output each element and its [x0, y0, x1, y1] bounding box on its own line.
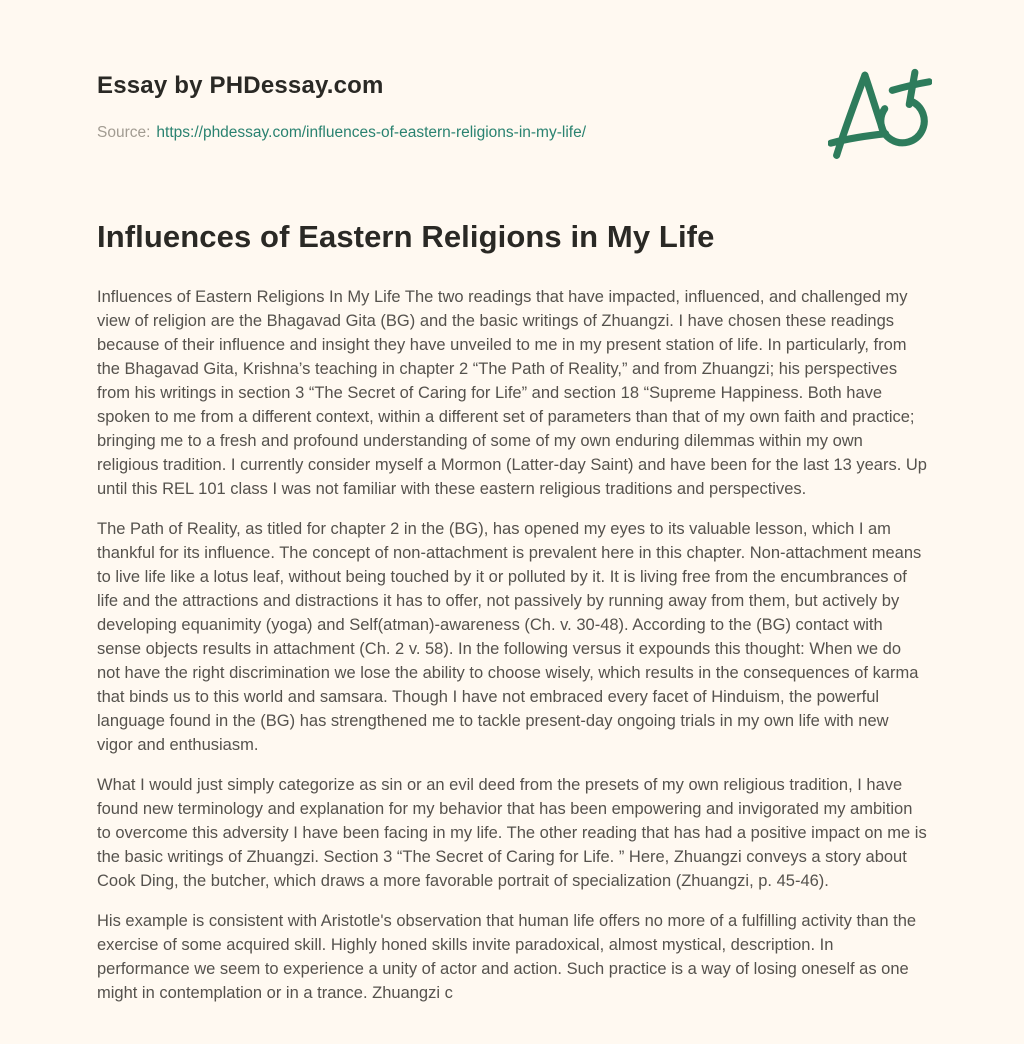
article-title: Influences of Eastern Religions in My Life [97, 219, 715, 255]
article-paragraph: What I would just simply categorize as sin or an evil deed from the presets of my own religious tradition, I have found new terminology and explanation for my behavior that has been empowering and invigorated my ambition to overcome this adversity I have been facing in my life. The other reading that has had a positive impact on me is the basic writings of Zhuangzi. Section 3 “The Secret of Caring for Life. ” Here, Zhuangzi conveys a story about Cook Ding, the butcher, which draws a more favorable portrait of specialization (Zhuangzi, p. 45-46). [97, 776, 927, 891]
source-line [97, 123, 927, 142]
a-plus-logo-icon [828, 62, 932, 162]
article-body [97, 285, 927, 1005]
site-header-title: Essay by PHDessay.com [97, 72, 384, 99]
article-paragraph: Influences of Eastern Religions In My Life The two readings that have impacted, influenced, and challenged my view of religion are the Bhagavad Gita (BG) and the basic writings of Zhuangzi. I have chosen these readings because of their influence and insight they have unveiled to me in my present station of life. In particularly, from the Bhagavad Gita, Krishna’s teaching in chapter 2 “The Path of Reality,” and from Zhuangzi; his perspectives from his writings in section 3 “The Secret of Caring for Life” and section 18 “Supreme Happiness. Both have spoken to me from a different context, within a different set of parameters than that of my own faith and practice; bringing me to a fresh and profound understanding of some of my own enduring dilemmas within my own religious tradition. I currently consider myself a Mormon (Latter-day Saint) and have been for the last 13 years. Up until this REL 101 class I was not familiar with these eastern religious traditions and perspectives. [97, 288, 927, 499]
source-label: Source: [97, 123, 151, 141]
source-link[interactable]: https://phdessay.com/influences-of-eastern-religions-in-my-life/ [156, 123, 587, 141]
article-paragraph: The Path of Reality, as titled for chapter 2 in the (BG), has opened my eyes to its valuable lesson, which I am thankful for its influence. The concept of non-attachment is prevalent here in this chapter. Non-attachment means to live life like a lotus leaf, without being touched by it or polluted by it. It is living free from the encumbrances of life and the attractions and distractions it has to offer, not passively by running away from them, but actively by developing equanimity (yoga) and Self(atman)-awareness (Ch. v. 30-48). According to the (BG) contact with sense objects results in attachment (Ch. 2 v. 58). In the following versus it expounds this thought: When we do not have the right discrimination we lose the ability to choose wisely, which results in the consequences of karma that binds us to this world and samsara. Though I have not embraced every facet of Hinduism, the powerful language found in the (BG) has strengthened me to tackle present-day ongoing trials in my own life with new vigor and enthusiasm. [97, 520, 922, 755]
article-paragraph: His example is consistent with Aristotle's observation that human life offers no more of a fulfilling activity than the exercise of some acquired skill. Highly honed skills invite paradoxical, almost mystical, description. In performance we seem to experience a unity of actor and action. Such practice is a way of losing oneself as one might in contemplation or in a trance. Zhuangzi c [97, 912, 917, 1003]
